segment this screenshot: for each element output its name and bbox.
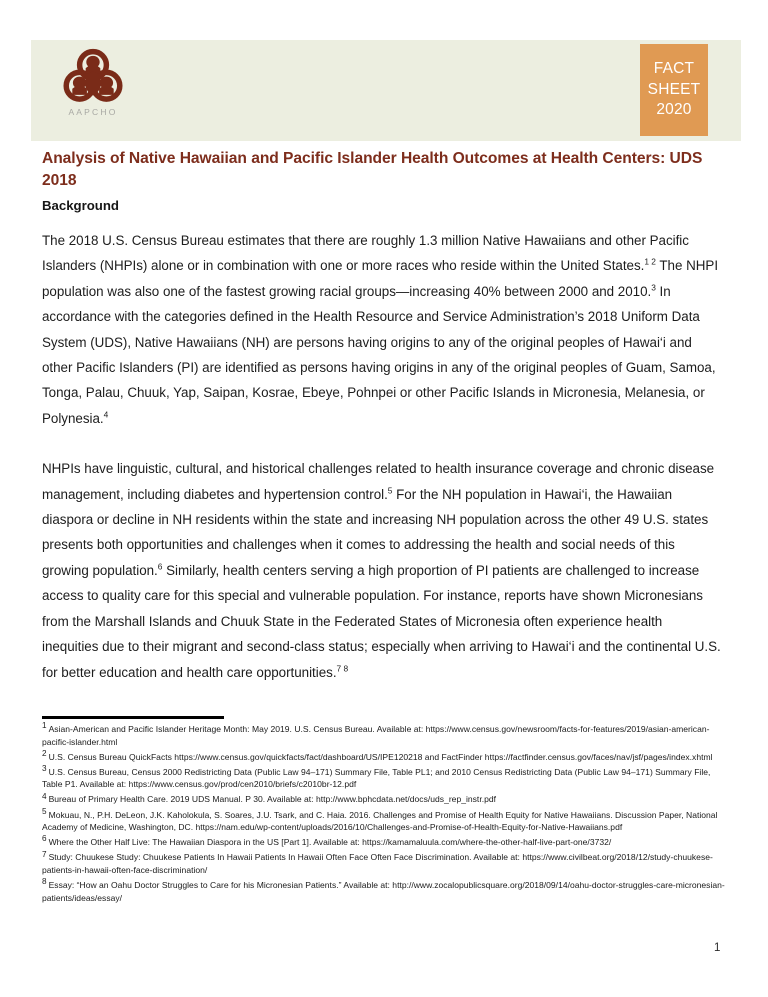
footnote-item	[42, 879, 732, 904]
footnote-text: Mokuau, N., P.H. DeLeon, J.K. Kaholokula, S. Soares, J.U. Tsark, and C. Haia. 2016. Challenges and Promise of Health Equity for Native Hawaiians. Discussion Paper, National Academy of Medicine, Washington, DC. https://nam.edu/wp-content/uploads/2016/10/Challenges-and-Promise-of-Health-Equity-for-Native-Hawaiians.pdf	[42, 809, 718, 833]
fact-badge-line-2: SHEET	[647, 80, 701, 98]
organization-logo	[47, 48, 139, 134]
footnote-text: Asian-American and Pacific Islander Heritage Month: May 2019. U.S. Census Bureau. Available at: https://www.census.gov/newsroom/facts-for-features/2019/asian-american-pacific-islander.html	[42, 724, 710, 747]
footnote-ref-4: 4	[103, 409, 109, 420]
footnote-item	[42, 836, 732, 849]
paragraph-2-part-3: Similarly, health centers serving a high proportion of PI patients are challenged to increase access to quality care for this special and vulnerable population. For instance, reports have shown Micronesians from the Marshall Islands and Chuuk State in the Federated States of Micronesia often experience health inequities due to their migrant and second-class status; especially when arriving to Hawai‘i and the continental U.S. for better education and health care opportunities.	[42, 562, 721, 680]
footnote-text: U.S. Census Bureau QuickFacts https://www.census.gov/quickfacts/fact/dashboard/US/IPE120218 and FactFinder https://factfinder.census.gov/faces/nav/jsf/pages/index.xhtml	[48, 751, 713, 762]
footnote-text: Where the Other Half Live: The Hawaiian Diaspora in the US [Part 1]. Available at: https://kamamaluula.com/where-the-other-half-live-part-one/3732/	[48, 837, 612, 848]
footnote-item	[42, 723, 732, 748]
page-title: Analysis of Native Hawaiian and Pacific Islander Health Outcomes at Health Centers: UDS 2018	[42, 150, 703, 190]
fact-sheet-badge	[640, 44, 708, 136]
footnote-number: 1	[42, 721, 47, 731]
footnote-text: U.S. Census Bureau, Census 2000 Redistricting Data (Public Law 94–171) Summary File, Table PL1; and 2010 Census Redistricting Data (Public Law 94–171) Summary File, Table P1. Available at: https://www.census.gov/prod/cen2010/briefs/c2010br-12.pdf	[42, 766, 711, 790]
paragraph-2-part-1: NHPIs have linguistic, cultural, and historical challenges related to health insurance coverage and chronic disease management, including diabetes and hypertension control.	[42, 461, 715, 502]
footnote-ref-7-8: 7 8	[336, 663, 349, 674]
footnote-number: 2	[42, 748, 47, 758]
footnote-number: 4	[42, 791, 47, 801]
footnote-text: Study: Chuukese Study: Chuukese Patients In Hawaii Patients In Hawaii Often Face Often Face Discrimination. Available at: https://www.civilbeat.org/2018/12/study-chuukese-patients-in-hawaii-often-face-discrimination/	[42, 852, 713, 875]
trefoil-people-logo-icon	[62, 48, 124, 104]
footnote-ref-3: 3	[651, 282, 656, 293]
footnote-ref-1-2: 1 2	[644, 256, 656, 267]
footnote-number: 3	[42, 763, 47, 773]
paragraph-2	[42, 456, 722, 685]
footnote-ref-5: 5	[387, 485, 393, 496]
footnote-list	[42, 723, 732, 907]
footnote-item	[42, 806, 732, 834]
footnote-number: 8	[42, 877, 47, 887]
footnote-ref-6: 6	[157, 561, 163, 572]
footnote-text: Bureau of Primary Health Care. 2019 UDS Manual. P 30. Available at: http://www.bphcdata.net/docs/uds_rep_instr.pdf	[48, 794, 496, 805]
fact-badge-line-3: 2020	[656, 101, 692, 119]
paragraph-1-part-3: In accordance with the categories defined in the Health Resource and Service Administration’s 2018 Uniform Data System (UDS), Native Hawaiians (NH) are persons having origins to any of the original peoples of Hawai‘i and other Pacific Islanders (PI) are identified as persons having origins in any of the original peoples of Guam, Samoa, Tonga, Palau, Chuuk, Yap, Saipan, Kosrae, Ebeye, Pohnpei or other Pacific Islands in Micronesia, Melanesia, or Polynesia.	[42, 283, 716, 426]
footnote-number: 6	[42, 834, 47, 844]
section-heading-background: Background	[42, 198, 119, 213]
logo-wordmark: AAPCHO	[68, 107, 118, 117]
header-band	[31, 40, 741, 141]
paragraph-1-part-1: The 2018 U.S. Census Bureau estimates that there are roughly 1.3 million Native Hawaiians and other Pacific Islanders (NHPIs) alone or in combination with one or more races who reside within the United States.	[42, 233, 689, 274]
fact-badge-line-1: FACT	[653, 60, 695, 78]
footnote-item	[42, 748, 732, 764]
paragraph-2-part-2: For the NH population in Hawai‘i, the Hawaiian diaspora or decline in NH residents within the state and increasing NH population across the other 49 U.S. states presents both opportunities and challenges when it comes to addressing the health and social needs of this growing population.	[42, 486, 709, 578]
footnote-separator	[42, 716, 224, 719]
footnote-item	[42, 851, 732, 876]
footnote-number: 7	[42, 849, 47, 859]
footnote-number: 5	[42, 806, 47, 816]
footnote-text: Essay: “How an Oahu Doctor Struggles to Care for his Micronesian Patients.” Available at: http://www.zocalopublicsquare.org/2018/09/14/oahu-doctor-struggles-care-micronesian-patients/ideas/essay/	[42, 880, 725, 903]
page-number: 1	[714, 942, 721, 954]
footnote-item	[42, 793, 732, 806]
paragraph-1-part-2: The NHPI population was also one of the fastest growing racial groups—increasing 40% between 2000 and 2010.	[42, 258, 719, 299]
footnote-item	[42, 763, 732, 791]
paragraph-1	[42, 228, 722, 431]
document-body	[42, 228, 722, 685]
